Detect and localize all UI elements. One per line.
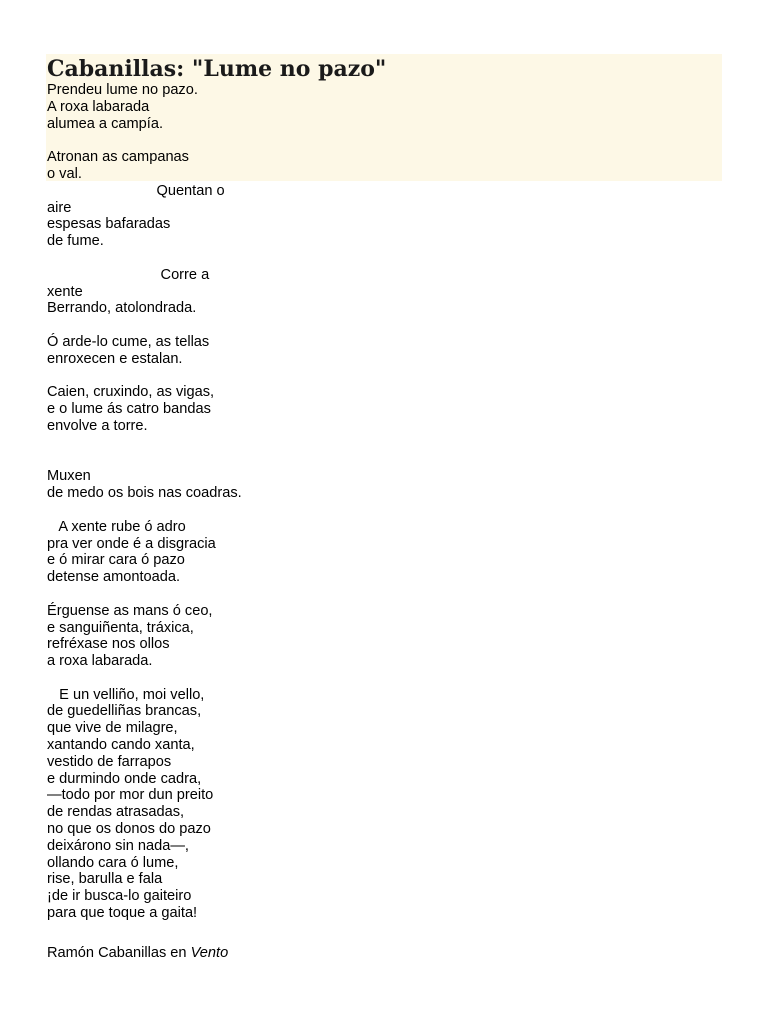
poem-line: ¡de ir busca-lo gaiteiro [47,888,192,905]
stanza-5 [47,384,727,434]
stanza-9 [47,687,727,922]
poem-line: e o lume ás catro bandas [47,401,211,418]
poem-line: e durmindo onde cadra, [47,770,202,787]
stanza-gap [47,586,727,603]
poem-line: vestido de farrapos [47,753,172,770]
poem-line: A roxa labarada [47,98,150,115]
poem-line: espesas bafaradas [47,216,171,233]
poem-line: rise, barulla e fala [47,871,163,888]
stanza-gap [47,317,727,334]
poem-line: no que os donos do pazo [47,821,211,838]
poem-line: para que toque a gaita! [47,905,198,922]
stanza-gap [47,435,727,469]
poem-line: Atronan as campanas [47,149,189,166]
poem-line: pra ver onde é a disgracia [47,535,216,552]
poem-line: Berrando, atolondrada. [47,300,197,317]
poem-content [47,56,727,962]
poem-line: aire [47,199,72,216]
poem-line: deixárono sin nada—, [47,837,189,854]
poem-line: o val. [47,165,82,182]
poem-line: e ó mirar cara ó pazo [47,552,185,569]
poem-line: alumea a campía. [47,115,164,132]
poem-line: Érguense as mans ó ceo, [47,602,213,619]
attribution-author: Ramón Cabanillas en [47,944,191,961]
poem-line: xente [47,283,83,300]
stanza-8 [47,603,727,670]
poem-line: a roxa labarada. [47,653,153,670]
poem-line: que vive de milagre, [47,720,178,737]
stanza-gap [47,132,727,149]
stanza-6 [47,468,727,502]
poem-line: refréxase nos ollos [47,636,170,653]
poem-line: Caien, cruxindo, as vigas, [47,384,215,401]
poem-line: Prendeu lume no pazo. [47,82,198,98]
attribution [47,945,727,962]
stanza-7 [47,519,727,586]
stanza-4 [47,334,727,368]
poem-line: Ó arde-lo cume, as tellas [47,333,210,350]
poem-line: detense amontoada. [47,569,181,586]
poem-line: Muxen [47,468,91,485]
stanza-gap [47,368,727,385]
poem-line: ollando cara ó lume, [47,854,179,871]
stanza-gap [47,250,727,267]
stanza-gap [47,502,727,519]
poem-line: —todo por mor dun preito [47,787,214,804]
stanza-2 [47,149,727,250]
stanza-1 [47,82,727,132]
poem-line: Corre a [47,266,210,283]
poem-line: A xente rube ó adro [47,518,186,535]
stanza-gap [47,670,727,687]
poem-line: Quentan o [47,182,225,199]
poem-line: e sanguiñenta, tráxica, [47,619,194,636]
poem-line: envolve a torre. [47,417,148,434]
poem-line: de fume. [47,233,104,250]
stanza-3 [47,267,727,317]
poem-line: xantando cando xanta, [47,737,195,754]
poem-line: de rendas atrasadas, [47,804,185,821]
poem-line: enroxecen e estalan. [47,350,183,367]
poem-line: de guedelliñas brancas, [47,703,202,720]
poem-line: de medo os bois nas coadras. [47,485,242,502]
attribution-book: Vento [190,944,229,961]
poem-line: E un velliño, moi vello, [47,686,205,703]
poem-title: Cabanillas: "Lume no pazo" [47,56,387,82]
